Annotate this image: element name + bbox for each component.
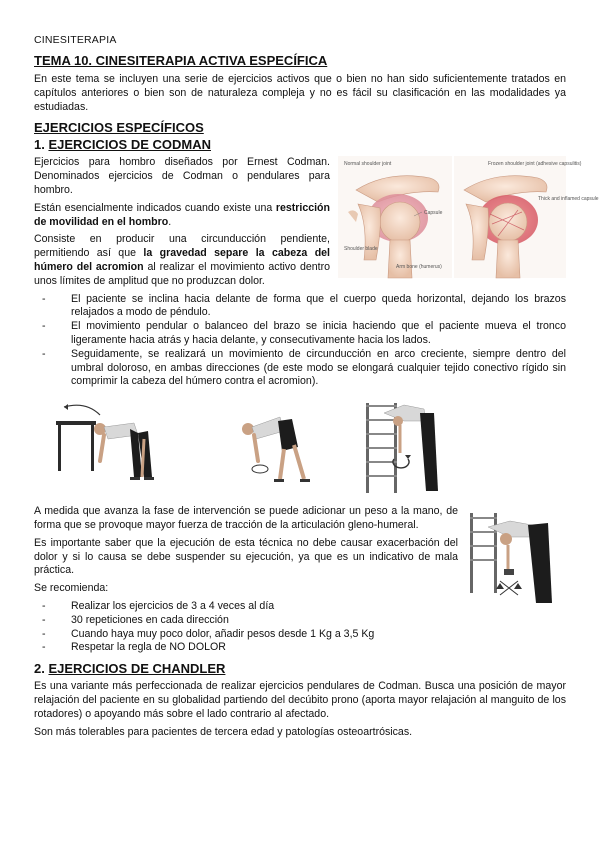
codman-paragraph-2: Están esencialmente indicados cuando existe una restricción de movilidad en el hombro. [34, 201, 330, 228]
label-arm: Arm bone (humerus) [396, 264, 442, 271]
figure-free-bend [242, 417, 310, 482]
label-thick: Thick and inflamed capsule [538, 196, 599, 203]
chandler-number: 2. [34, 661, 45, 677]
list-item: - Respetar la regla de NO DOLOR [34, 641, 566, 655]
codman-paragraph-6: Se recomienda: [34, 582, 109, 595]
chandler-paragraph-2: Son más tolerables para pacientes de tercera edad y patologías osteoartrósicas. [34, 725, 413, 738]
recommendations-list [34, 600, 566, 655]
weighted-pendulum-figure [466, 507, 566, 607]
list-item: - 30 repeticiones en cada dirección [34, 614, 566, 628]
codman-paragraph-1: Ejercicios para hombro diseñados por Ernest Codman. Denominados ejercicios de Codman o pendulares para hombro. [34, 156, 330, 196]
codman-paragraph-4: A medida que avanza la fase de intervención se puede adicionar un peso a la mano, de forma que se provoque mayor fuerza de tracción de la articulación gleno-humeral. [34, 505, 458, 531]
codman-paragraph-5: Es importante saber que la ejecución de esta técnica no debe causar exacerbación del dolor y si lo causa se debe suspender su ejecución, ya que es un indicativo de mala práctica. [34, 536, 458, 577]
shoulder-joint-illustration [338, 156, 599, 278]
pendulum-exercise-figures [34, 399, 566, 497]
codman-title: EJERCICIOS DE CODMAN [48, 137, 211, 153]
list-item: - Realizar los ejercicios de 3 a 4 veces al día [34, 600, 566, 614]
list-item: - Seguidamente, se realizará un movimiento de circunducción en arco creciente, siempre dentro del umbral doloroso, en ambas direcciones (de este modo se elongará cualquier tejido conectivo rígido sin comprimir la cabeza del húmero contra el acromion). [34, 348, 566, 389]
chandler-paragraph-1: Es una variante más perfeccionada de realizar ejercicios pendulares de Codman. Busca una posición de mayor relajación del paciente en su globalidad partiendo del decúbito prono (aporta mayor relajación al manguito de los rotadores) o apoyando más sobre el lado contrario al afectado. [34, 680, 566, 720]
label-capsule: Capsule [424, 210, 443, 217]
intro-paragraph: En este tema se incluyen una serie de ejercicios activos que o bien no han sido suficientemente tratados en capítulos anteriores o bien son de naturaleza compleja y no es fácil su clasificación en las modalidades ya estudiadas. [34, 73, 566, 113]
running-header: CINESITERAPIA [34, 34, 117, 46]
section-title: EJERCICIOS ESPECÍFICOS [34, 120, 204, 136]
shoulder-anatomy-figure [338, 156, 599, 278]
chandler-heading [34, 661, 566, 676]
list-item: - El movimiento pendular o balanceo del brazo se inicia haciendo que el paciente mueva el tronco ligeramente hacia atrás y hacia delante, y consecutivamente hacia los lados. [34, 320, 566, 348]
codman-paragraph-3: Consiste en producir una circunducción pendiente, permitiendo así que la gravedad separe la cabeza del húmero del acromion al realizar el movimiento activo dentro unos límites de amplitud que no produzcan dolor. [34, 233, 330, 287]
chandler-title: EJERCICIOS DE CHANDLER [48, 661, 226, 677]
label-normal: Normal shoulder joint [344, 161, 392, 168]
weighted-pendulum-illustration [466, 507, 566, 607]
codman-steps-list [34, 293, 566, 390]
label-blade: Shoulder blade [344, 246, 378, 253]
label-frozen: Frozen shoulder joint (adhesive capsulitis) [488, 161, 582, 168]
list-item: - Cuando haya muy poco dolor, añadir pesos desde 1 Kg a 3,5 Kg [34, 628, 566, 642]
page-title: TEMA 10. CINESITERAPIA ACTIVA ESPECÍFICA [34, 53, 328, 68]
pendulum-figures-illustration [34, 399, 566, 497]
codman-heading [34, 137, 566, 152]
codman-number: 1. [34, 137, 45, 153]
figure-wall-bar [366, 403, 438, 493]
figure-table-lean [56, 404, 154, 480]
list-item: - El paciente se inclina hacia delante de forma que el cuerpo queda horizontal, dejando los brazos relajados a modo de péndulo. [34, 293, 566, 321]
document-page [34, 34, 599, 743]
